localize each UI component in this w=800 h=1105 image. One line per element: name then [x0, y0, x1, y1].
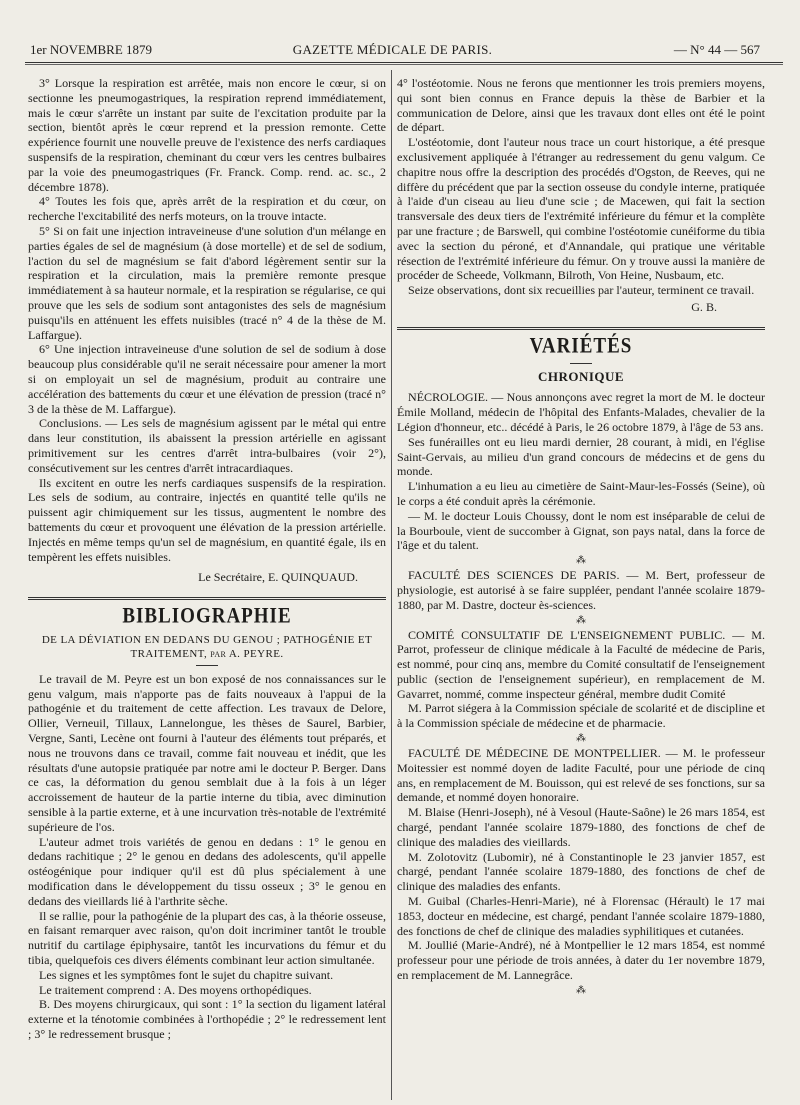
right-column: [397, 76, 765, 998]
paragraph: M. Guibal (Charles-Henri-Marie), né à Florensac (Hérault) le 17 mai 1853, docteur en médecine, est chargé, pendant l'année scolaire 1879-1880, des fonctions de chef de clinique des maladies syphilitiques et cutanées.: [397, 894, 765, 938]
conclusions-paragraph: Conclusions. — Les sels de magnésium agissent par le métal qui entre dans leur constitution, ils abaissent la pression artérielle en agissant primitivement sur les centres d'arrêt intra-bulbaires (voir 2°), consécutivement sur les centres d'arrêt intracardiaques.: [28, 416, 386, 475]
issue-page-number: — N° 44 — 567: [673, 42, 760, 57]
paragraph: L'inhumation a eu lieu au cimetière de Saint-Maur-les-Fossés (Seine), où le corps a été conduit après la cérémonie.: [397, 479, 765, 508]
paragraph: Le travail de M. Peyre est un bon exposé de nos connaissances sur le genu valgum, mais n'apporte pas de faits nouveaux à l'appui de la pathogénie et du traitement de cette affection. Les travaux de Delore, Ollier, Verneuil, Tillaux, Lannelongue, les thèses de Saurel, Barbier, Vergne, Santi, Lecène ont fourni à l'auteur des éléments tout préparés, et nous ne trouvons dans ce travail, comme fait nouveau et inédit, que les résultats d'une autopsie pratiquée par notre ami le docteur P. Berger. Dans ce cas, la déformation du genou semblait due à la fois à un léger accroissement de hauteur de la partie interne du tibia, avec diminution sensible à la partie externe, et à une incurvation très-notable de l'extrémité supérieure de l'os.: [28, 671, 386, 834]
section-title-bibliographie: BIBLIOGRAPHIE: [122, 604, 292, 629]
section-separator-stars: ⁂: [576, 733, 586, 745]
paragraph: M. Parrot siégera à la Commission spéciale de scolarité et de discipline et à la Commission spéciale de médecine et de pharmacie.: [397, 701, 765, 731]
section-separator-stars: ⁂: [576, 984, 586, 996]
paragraph: M. Zolotovitz (Lubomir), né à Constantinople le 23 janvier 1857, est chargé, pendant l'année scolaire 1879-1880, des fonctions de chef de clinique des maladies des enfants.: [397, 849, 765, 894]
header-rule-secondary: [25, 64, 783, 65]
signature: Le Secrétaire, E. QUINQUAUD.: [198, 570, 358, 585]
short-rule: [196, 665, 218, 666]
section-rule: [397, 327, 765, 330]
header-rule: [25, 62, 783, 63]
section-separator-stars: ⁂: [576, 555, 586, 567]
section-rule: [28, 597, 386, 600]
short-rule: [570, 363, 592, 364]
paragraph: Ils excitent en outre les nerfs cardiaques suspensifs de la respiration. Les sels de sodium, au contraire, injectés en quantité telle qu'ils ne puissent agir chimiquement sur les tissus, augmentent le nombre des battements du cœur et provoquent une élévation de la pression artérielle. Injectés en même temps qu'un sel de magnésium, en quantité égale, ils en tempèrent les effets nuisibles.: [28, 475, 386, 564]
paragraph: 3° Lorsque la respiration est arrêtée, mais non encore le cœur, si on sectionne les pneumogastriques, la respiration reprend immédiatement, mais le cœur s'arrête un instant par suite de l'excitation produite par la section, bientôt après le cœur reprend et la pression remonte. Cette expérience fournit une nouvelle preuve de l'existence des nerfs cardiaques suspensifs de la respiration, cheminant du cœur vers les centres bulbaires par la voie des pneumogastriques (Fr. Franck. Comp. rend. ac. sc., 2 décembre 1878).: [28, 76, 386, 194]
publication-title: GAZETTE MÉDICALE DE PARIS.: [292, 42, 493, 57]
paragraph: FACULTÉ DES SCIENCES DE PARIS. — M. Bert, professeur de physiologie, est autorisé à se faire suppléer, pendant l'année scolaire 1879-1880, par M. Dastre, docteur ès-sciences.: [397, 568, 765, 612]
section-title-varietes: VARIÉTÉS: [529, 334, 633, 359]
paragraph: Il se rallie, pour la pathogénie de la plupart des cas, à la théorie osseuse, en faisant remarquer avec raison, qu'on doit incriminer tantôt le trouble nutritif du cartilage épiphysaire, tantôt les incurvations du fémur et du tibia, quelquefois ces divers éléments combinant leur action simultanée.: [28, 908, 386, 968]
page-header: [25, 38, 760, 64]
paragraph: M. Joullié (Marie-André), né à Montpellier le 12 mars 1854, est nommé professeur pour une période de trois années, à dater du 1er novembre 1879, en remplacement de M. Lannegrâce.: [397, 938, 765, 983]
paragraph: NÉCROLOGIE. — Nous annonçons avec regret la mort de M. le docteur Émile Molland, médecin de l'hôpital des Enfants-Malades, chevalier de la Légion d'honneur, etc.. décédé à Paris, le 26 octobre 1879, à l'âge de 53 ans.: [397, 390, 765, 434]
paragraph: Ses funérailles ont eu lieu mardi dernier, 28 courant, à midi, en l'église Saint-Gervais, au milieu d'un grand concours de médecins et de gens du monde.: [397, 434, 765, 479]
article-heading: DE LA DÉVIATION EN DEDANS DU GENOU ; PATHOGÉNIE ET TRAITEMENT, par A. PEYRE.: [41, 633, 373, 660]
paragraph: — M. le docteur Louis Choussy, dont le nom est inséparable de celui de la Bourboule, vient de succomber à Gignat, son pays natal, dans la force de l'âge et du talent.: [397, 508, 765, 553]
section-separator-stars: ⁂: [576, 614, 586, 626]
paragraph: 4° l'ostéotomie. Nous ne ferons que mentionner les trois premiers moyens, qui sont bien connus en France depuis la thèse de Barbier et la communication de Delore, ainsi que les travaux dont elles ont été le point de départ.: [397, 76, 765, 135]
paragraph: B. Des moyens chirurgicaux, qui sont : 1° la section du ligament latéral externe et la ténotomie combinées à l'orthopédie ; 2° le redressement lent ; 3° le redressement brusque ;: [28, 997, 386, 1042]
column-divider: [391, 70, 392, 1100]
paragraph: FACULTÉ DE MÉDECINE DE MONTPELLIER. — M. le professeur Moitessier est nommé doyen de ladite Faculté, pour une période de cinq ans, en remplacement de M. Bouisson, qui est relevé de ses fonctions, sur sa demande, et nommé doyen honoraire.: [397, 746, 765, 805]
paragraph: Les signes et les symptômes font le sujet du chapitre suivant.: [39, 967, 334, 982]
left-column: [28, 76, 386, 1042]
paragraph: 5° Si on fait une injection intraveineuse d'une solution d'un mélange en parties égales de sel de magnésium (à dose mortelle) et de sel de sodium, l'action du sel de magnésium se fait d'abord légèrement sentir sur la respiration et la circulation, mais la première remonte presque immédiatement à sa hauteur normale, et la respiration se régularise, ce qui prouve que les sels de sodium sont antagonistes des sels de magnésium puisqu'ils en atténuent les effets nuisibles (tracé n° 4 de la thèse de M. Laffargue).: [28, 223, 386, 342]
author-initials: G. B.: [691, 299, 717, 314]
paragraph: Seize observations, dont six recueillies par l'auteur, terminent ce travail.: [408, 283, 755, 298]
paragraph: L'auteur admet trois variétés de genou en dedans : 1° le genou en dedans rachitique ; 2° le genou en dedans des adolescents, qu'il appelle ostéogénique pour indiquer qu'il est dû plus spécialement à une modification dans le développement du tissu osseux ; 3° le genou en dedans des vieillards lié à l'arthrite sèche.: [28, 834, 386, 908]
paragraph: M. Blaise (Henri-Joseph), né à Vesoul (Haute-Saône) le 26 mars 1854, est chargé, pendant l'année scolaire 1879-1880, des fonctions de chef de clinique des maladies des vieillards.: [397, 805, 765, 849]
paragraph: Le traitement comprend : A. Des moyens orthopédiques.: [39, 982, 312, 997]
subsection-title-chronique: CHRONIQUE: [537, 368, 625, 384]
paragraph: 6° Une injection intraveineuse d'une solution de sel de sodium à dose beaucoup plus considérable qu'il ne serait nécessaire pour amener la mort si on employait un sel de magnésium, produit au contraire une accélération des battements du cœur et une élévation de pression (tracé n° 3 de la thèse de M. Laffargue).: [28, 342, 386, 416]
paragraph: L'ostéotomie, dont l'auteur nous trace un court historique, a été presque exclusivement appliquée à l'étranger au redressement du genu valgum. Ce chapitre nous offre la description des procédés d'Ogston, de Reeves, qui ne diffère du précédent que par la section osseuse du condyle interne, pratiquée à l'aide d'un ciseau au lieu d'une scie ; de Macewen, qui fait la section transversale des deux tiers de l'extrémité inférieure du fémur et la complète par une fracture ; de Barswell, qui combine l'ostéotomie cunéiforme du tibia avec la section du péroné, et d'Annandale, qui pratique une véritable résection de l'extrémité inférieure du fémur. On y trouve aussi la manière de procéder de Scheede, Volkmann, Bilroth, Von Heine, Nusbaum, etc.: [397, 135, 765, 283]
paragraph: 4° Toutes les fois que, après arrêt de la respiration et du cœur, on recherche l'excitabilité des nerfs moteurs, on la trouve intacte.: [28, 194, 386, 224]
paragraph: COMITÉ CONSULTATIF DE L'ENSEIGNEMENT PUBLIC. — M. Parrot, professeur de clinique médicale à la Faculté de médecine de Paris, est nommé, pour cinq ans, membre du Comité consultatif de l'enseignement public (section de l'enseignement supérieur), en remplacement de M. Gavarret, nommé, comme inspecteur général, membre dudit Comité: [397, 627, 765, 701]
issue-date: 1er NOVEMBRE 1879: [30, 42, 153, 57]
